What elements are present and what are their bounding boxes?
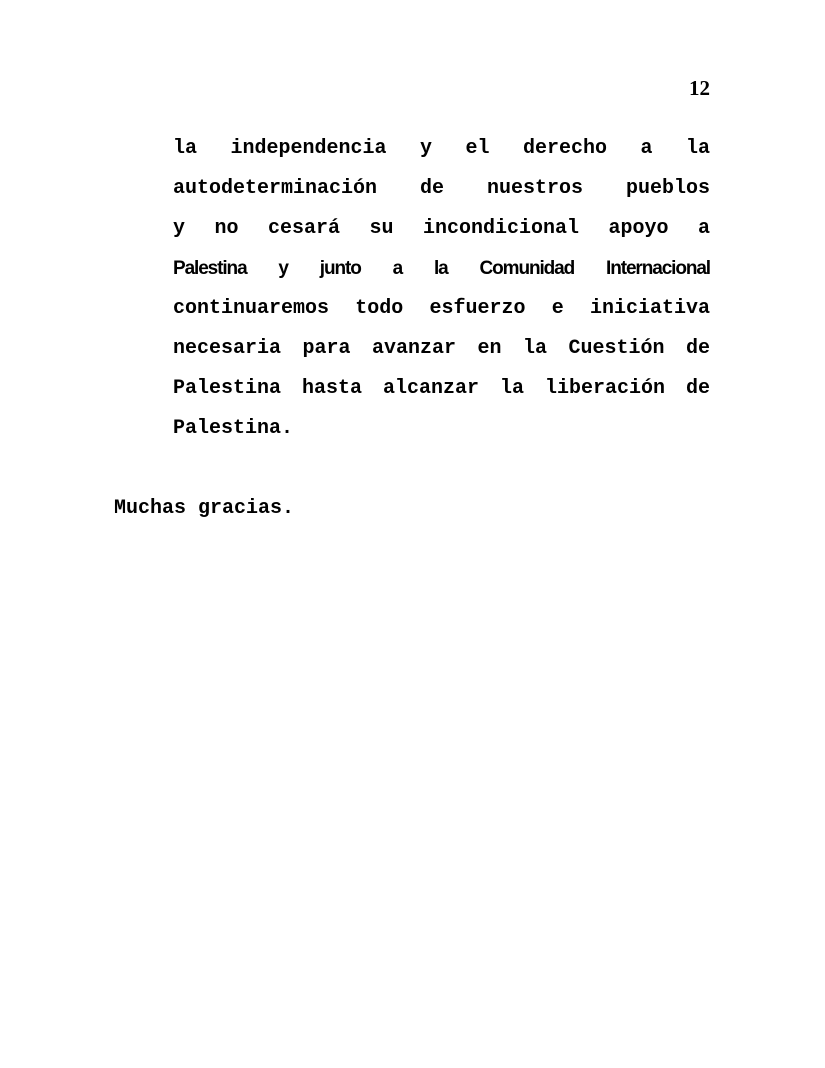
paragraph-line: Palestina y junto a la Comunidad Internacional (173, 258, 710, 279)
paragraph-line: continuaremos todo esfuerzo e iniciativa (173, 297, 710, 320)
paragraph-line: la independencia y el derecho a la (173, 137, 710, 160)
paragraph-line: autodeterminación de nuestros pueblos (173, 177, 710, 200)
paragraph-line: Palestina hasta alcanzar la liberación de (173, 377, 710, 400)
paragraph-line: y no cesará su incondicional apoyo a (173, 217, 710, 240)
page-number: 12 (689, 76, 710, 100)
closing-remark: Muchas gracias. (114, 497, 295, 520)
paragraph-line: Palestina. (173, 417, 294, 440)
paragraph-line: necesaria para avanzar en la Cuestión de (173, 337, 710, 360)
